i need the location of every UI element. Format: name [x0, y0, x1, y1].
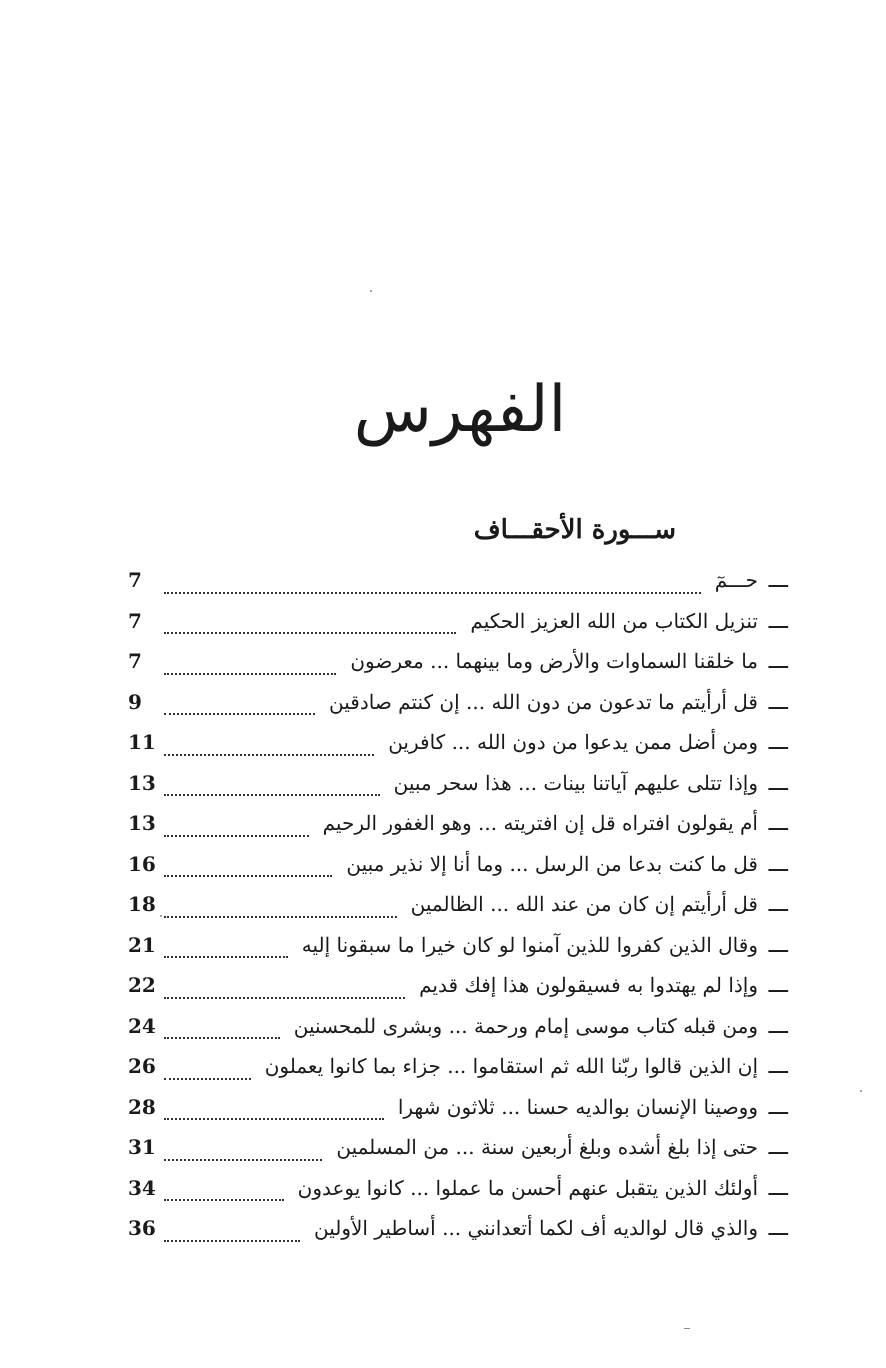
scan-speck [860, 1090, 862, 1092]
toc-entry-page-number: 9 [128, 689, 142, 714]
toc-entry-page-number: 36 [128, 1216, 156, 1240]
toc-leader-dots [164, 1117, 384, 1120]
toc-entry-title: أولئك الذين يتقبل عنهم أحسن ما عملوا ... كانوا يوعدون [297, 1175, 758, 1200]
toc-entry-dash: ـــ [768, 892, 788, 917]
toc-entry [128, 933, 788, 974]
toc-leader-dots [164, 1239, 300, 1242]
toc-entry-title: قل أرأيتم ما تدعون من دون الله ... إن كنتم صادقين [329, 689, 758, 714]
toc-leader-dots [164, 1158, 322, 1161]
toc-entry [128, 1014, 788, 1055]
scan-speck [684, 1328, 690, 1329]
toc-leader-dots [164, 591, 701, 594]
toc-entry-dash: ـــ [768, 1216, 788, 1241]
toc-leader-dots [164, 955, 288, 958]
toc-entry-dash: ـــ [768, 1013, 788, 1039]
toc-entry-title: حـــمٓ [714, 568, 758, 592]
toc-entry-page-number: 26 [128, 1054, 156, 1078]
toc-leader-dots [164, 672, 336, 675]
toc-entry-dash: ـــ [768, 973, 788, 998]
toc-entry-page-number: 7 [128, 608, 142, 633]
toc-entry-dash: ـــ [768, 932, 788, 958]
toc-entry-title: إن الذين قالوا ربّنا الله ثم استقاموا ... جزاء بما كانوا يعملون [264, 1054, 758, 1078]
toc-leader-dots [164, 874, 332, 877]
toc-entry-title: ومن أضل ممن يدعوا من دون الله ... كافرين [388, 730, 758, 754]
toc-entry-dash: ـــ [768, 649, 788, 674]
scan-speck [370, 290, 372, 292]
toc-entry-page-number: 28 [128, 1094, 156, 1119]
toc-entry-dash: ـــ [768, 1054, 788, 1079]
toc-entry [128, 1135, 788, 1176]
toc-entry-title: قل ما كنت بدعا من الرسل ... وما أنا إلا نذير مبين [346, 851, 758, 876]
toc-entry-title: حتى إذا بلغ أشده وبلغ أربعين سنة ... من المسلمين [336, 1135, 758, 1159]
toc-entry [128, 1176, 788, 1217]
toc-entry-dash: ـــ [768, 1175, 788, 1201]
toc-entry-dash: ـــ [768, 568, 788, 593]
toc-entry-title: والذي قال لوالديه أف لكما أتعدانني ... أساطير الأولين [314, 1216, 758, 1240]
toc-entry-page-number: 7 [128, 568, 142, 592]
toc-entry-page-number: 31 [128, 1135, 156, 1159]
toc-entry-title: تنزيل الكتاب من الله العزيز الحكيم [470, 608, 758, 633]
toc-entry-dash: ـــ [768, 770, 788, 796]
toc-entry [128, 568, 788, 609]
table-of-contents [128, 568, 788, 1257]
toc-entry [128, 771, 788, 812]
toc-entry [128, 690, 788, 731]
scan-speck [160, 915, 162, 917]
toc-entry [128, 649, 788, 690]
toc-entry [128, 730, 788, 771]
index-title-block [330, 360, 590, 470]
toc-entry-page-number: 18 [128, 892, 156, 916]
toc-leader-dots [164, 834, 309, 837]
toc-entry [128, 1054, 788, 1095]
toc-entry-title: قل أرأيتم إن كان من عند الله ... الظالمين [410, 892, 758, 916]
toc-entry-title: وقال الذين كفروا للذين آمنوا لو كان خيرا ما سبقونا إليه [301, 932, 758, 957]
toc-entry-dash: ـــ [768, 851, 788, 877]
toc-entry-title: ومن قبله كتاب موسى إمام ورحمة ... وبشرى للمحسنين [293, 1013, 758, 1038]
toc-entry-page-number: 13 [128, 811, 156, 835]
toc-entry-dash: ـــ [768, 608, 788, 634]
toc-entry-page-number: 22 [128, 973, 156, 997]
toc-entry-page-number: 34 [128, 1175, 156, 1200]
toc-entry-title: وإذا تتلى عليهم آياتنا بينات ... هذا سحر مبين [393, 770, 758, 795]
toc-leader-dots [164, 996, 405, 999]
toc-entry [128, 1216, 788, 1257]
toc-leader-dots [164, 1036, 280, 1039]
toc-leader-dots [164, 753, 374, 756]
toc-entry-page-number: 11 [128, 730, 156, 754]
toc-entry [128, 852, 788, 893]
toc-entry [128, 973, 788, 1014]
toc-leader-dots [164, 793, 380, 796]
toc-entry-dash: ـــ [768, 1094, 788, 1120]
index-title: الفهرس [353, 373, 567, 447]
toc-entry-page-number: 7 [128, 649, 142, 673]
toc-entry-title: ما خلقنا السماوات والأرض وما بينهما ... معرضون [350, 649, 758, 673]
toc-entry-title: ووصينا الإنسان بوالديه حسنا ... ثلاثون شهرا [397, 1094, 758, 1119]
toc-entry-page-number: 24 [128, 1013, 156, 1038]
toc-entry [128, 811, 788, 852]
toc-entry-page-number: 16 [128, 851, 156, 876]
toc-leader-dots [164, 631, 456, 634]
toc-entry-dash: ـــ [768, 1135, 788, 1160]
toc-entry-dash: ـــ [768, 689, 788, 715]
surah-heading: ســـورة الأحقـــاف [473, 515, 676, 545]
toc-entry-dash: ـــ [768, 730, 788, 755]
toc-leader-dots [164, 1077, 251, 1080]
toc-entry [128, 1095, 788, 1136]
toc-entry-page-number: 13 [128, 770, 156, 795]
toc-entry-title: أم يقولون افتراه قل إن افتريته ... وهو الغفور الرحيم [322, 811, 758, 835]
toc-entry-dash: ـــ [768, 811, 788, 836]
toc-entry-page-number: 21 [128, 932, 156, 957]
toc-leader-dots [164, 915, 397, 918]
toc-entry [128, 609, 788, 650]
toc-leader-dots [164, 712, 315, 715]
toc-entry-title: وإذا لم يهتدوا به فسيقولون هذا إفك قديم [419, 973, 758, 997]
toc-entry [128, 892, 788, 933]
toc-leader-dots [164, 1198, 284, 1201]
